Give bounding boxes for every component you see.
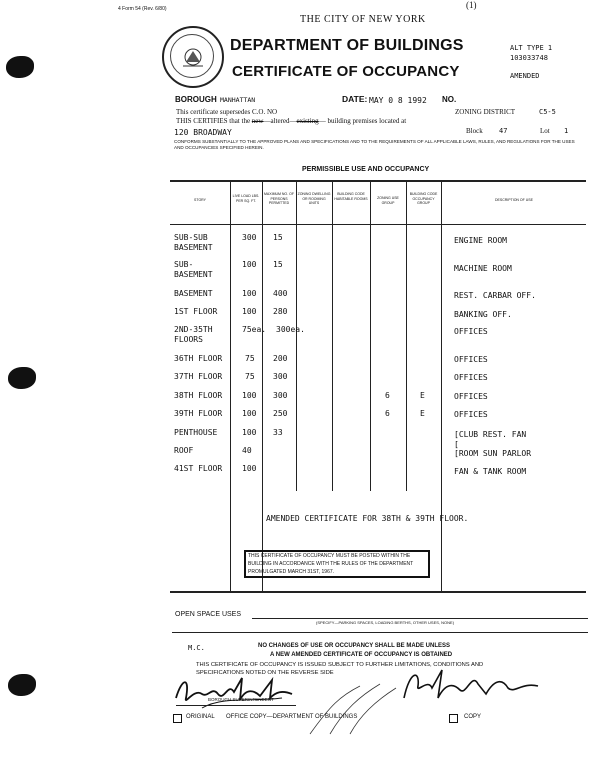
punch-hole-top	[6, 56, 34, 78]
posting-notice-box	[244, 550, 430, 578]
row-live-load: 100	[242, 260, 257, 269]
limitations-line-2: SPECIFICATIONS NOTED ON THE REVERSE SIDE	[196, 670, 334, 676]
row-persons: 300	[273, 372, 288, 381]
row-story: BASEMENT	[174, 289, 213, 298]
date-label: DATE:	[342, 94, 368, 104]
row-story: 2ND-35TH FLOORS	[174, 325, 213, 344]
row-description: OFFICES	[454, 392, 488, 401]
col-header-occupancy-group: BUILDING CODE OCCUPANCY GROUP	[409, 192, 438, 205]
row-persons: 200	[273, 354, 288, 363]
row-live-load: 300	[242, 233, 257, 242]
row-persons: 300ea.	[276, 325, 305, 334]
row-persons: 300	[273, 391, 288, 400]
address: 120 BROADWAY	[174, 128, 232, 137]
col-header-habitable-rooms: BUILDING CODE HABITABLE ROOMS	[334, 192, 368, 201]
certificate-no-label: NO.	[442, 95, 457, 104]
col-header-description: DESCRIPTION OF USE	[495, 198, 533, 202]
row-description: ENGINE ROOM	[454, 236, 507, 245]
row-live-load: 100	[242, 409, 257, 418]
row-story: PENTHOUSE	[174, 428, 218, 437]
date-value: MAY 0 8 1992	[369, 96, 427, 105]
row-live-load: 100	[242, 391, 257, 400]
open-space-label: OPEN SPACE USES	[175, 611, 242, 618]
row-occupancy-group: E	[420, 409, 425, 418]
row-live-load: 100	[242, 307, 257, 316]
row-persons: 400	[273, 289, 288, 298]
table-title: PERMISSIBLE USE AND OCCUPANCY	[302, 166, 430, 173]
row-live-load: 75ea.	[242, 325, 267, 334]
col-header-live-load: LIVE LOAD LBS. PER SQ. FT.	[232, 194, 260, 203]
row-live-load: 100	[242, 289, 257, 298]
open-space-hint: (SPECIFY—PARKING SPACES, LOADING BERTHS, OTHER USES, NONE)	[316, 620, 455, 625]
row-story: 1ST FLOOR	[174, 307, 218, 316]
row-description: BANKING OFF.	[454, 310, 512, 319]
row-description: MACHINE ROOM	[454, 264, 512, 273]
row-persons: 250	[273, 409, 288, 418]
row-description: [	[454, 440, 459, 449]
zoning-district-label: ZONING DISTRICT	[455, 108, 516, 116]
row-zoning-use: 6	[385, 409, 390, 418]
row-live-load: 75	[245, 372, 255, 381]
certificate-title: CERTIFICATE OF OCCUPANCY	[232, 63, 460, 80]
punch-hole-middle	[8, 367, 36, 389]
borough-label: BOROUGH	[175, 95, 217, 104]
row-live-load: 40	[242, 446, 252, 455]
row-description: OFFICES	[454, 373, 488, 382]
row-persons: 280	[273, 307, 288, 316]
copy-label: COPY	[464, 714, 482, 720]
no-changes-line-1: NO CHANGES OF USE OR OCCUPANCY SHALL BE MADE UNLESS	[258, 643, 451, 649]
commissioner-signature	[398, 664, 548, 706]
copy-checkbox[interactable]	[449, 714, 458, 723]
row-description: OFFICES	[454, 355, 488, 364]
city-seal-icon	[162, 26, 224, 88]
lot-value: 1	[564, 127, 569, 135]
punch-hole-bottom	[8, 674, 36, 696]
row-zoning-use: 6	[385, 391, 390, 400]
corner-mark: (1)	[466, 0, 477, 10]
col-header-zoning-use-group: ZONING USE GROUP	[377, 196, 399, 205]
row-description: [ROOM SUN PARLOR	[454, 449, 532, 458]
row-story: SUB- BASEMENT	[174, 260, 213, 279]
department-title: DEPARTMENT OF BUILDINGS	[230, 37, 464, 54]
form-code: 4 Form 54 (Rev. 6/80)	[118, 6, 167, 12]
row-occupancy-group: E	[420, 391, 425, 400]
row-persons: 15	[273, 233, 283, 242]
struck-existing: existing	[296, 117, 319, 125]
lot-label: Lot	[540, 127, 550, 135]
row-description: OFFICES	[454, 410, 488, 419]
alt-type: ALT TYPE 1	[510, 44, 553, 52]
zoning-district-value: C5-5	[539, 108, 556, 116]
block-value: 47	[499, 127, 508, 135]
row-story: 36TH FLOOR	[174, 354, 223, 363]
row-persons: 15	[273, 260, 283, 269]
row-live-load: 100	[242, 464, 257, 473]
certifies-text: THIS CERTIFIES that the	[176, 117, 251, 125]
row-story: 37TH FLOOR	[174, 372, 223, 381]
conform-text: CONFORMS SUBSTANTIALLY TO THE APPROVED PLANS AND SPECIFICATIONS AND TO THE REQUIREMENTS OF ALL APPLICABLE LAWS, RULES, AND REGULATIONS FOR THE USES AND OCCUPANCIES SPECIFIED HEREIN.	[174, 139, 575, 150]
row-story: 41ST FLOOR	[174, 464, 223, 473]
mc-label: M.C.	[188, 644, 205, 652]
row-description: [CLUB REST. FAN	[454, 430, 527, 439]
row-story: 39TH FLOOR	[174, 409, 223, 418]
original-label: ORIGINAL	[186, 714, 215, 720]
row-persons: 33	[273, 428, 283, 437]
row-live-load: 75	[245, 354, 255, 363]
col-header-story: STORY	[194, 198, 206, 202]
certifies-line	[176, 117, 406, 125]
office-copy-label: OFFICE COPY—DEPARTMENT OF BUILDINGS	[226, 714, 358, 720]
original-checkbox[interactable]	[173, 714, 182, 723]
block-label: Block	[466, 127, 483, 135]
handwritten-scribble	[300, 676, 420, 736]
borough-superintendent-label: BOROUGH SUPERINTENDENT	[208, 697, 274, 702]
limitations-line-1: THIS CERTIFICATE OF OCCUPANCY IS ISSUED SUBJECT TO FURTHER LIMITATIONS, CONDITIONS AND	[196, 662, 484, 668]
no-changes-line-2: A NEW AMENDED CERTIFICATE OF OCCUPANCY IS OBTAINED	[270, 652, 453, 658]
building-premises-text: — building premises located at	[318, 117, 407, 125]
row-description: FAN & TANK ROOM	[454, 467, 527, 476]
row-description: REST. CARBAR OFF.	[454, 291, 536, 300]
supersedes-text: This certificate supersedes C.O. NO	[176, 108, 278, 116]
alt-number: 103033748	[510, 54, 548, 62]
row-story: SUB-SUB BASEMENT	[174, 233, 213, 252]
amended-note: AMENDED CERTIFICATE FOR 38TH & 39TH FLOOR.	[266, 514, 469, 523]
row-story: ROOF	[174, 446, 194, 455]
col-header-max-persons: MAXIMUM NO. OF PERSONS PERMITTED	[264, 192, 294, 205]
row-story: 38TH FLOOR	[174, 391, 223, 400]
row-live-load: 100	[242, 428, 257, 437]
altered-text: —altered—	[263, 117, 297, 125]
struck-new: new	[251, 117, 264, 125]
borough-value: MANHATTAN	[220, 96, 256, 104]
row-description: OFFICES	[454, 327, 488, 336]
amended-label: AMENDED	[510, 72, 540, 80]
col-header-dwelling-units: ZONING DWELLING OR ROOMING UNITS	[297, 192, 331, 205]
posting-notice: THIS CERTIFICATE OF OCCUPANCY MUST BE POSTED WITHIN THE BUILDING IN ACCORDANCE WITH THE RULES OF THE DEPARTMENT PROMULGATED MARCH 31ST, 1967.	[248, 553, 414, 575]
city-title: THE CITY OF NEW YORK	[300, 14, 426, 25]
